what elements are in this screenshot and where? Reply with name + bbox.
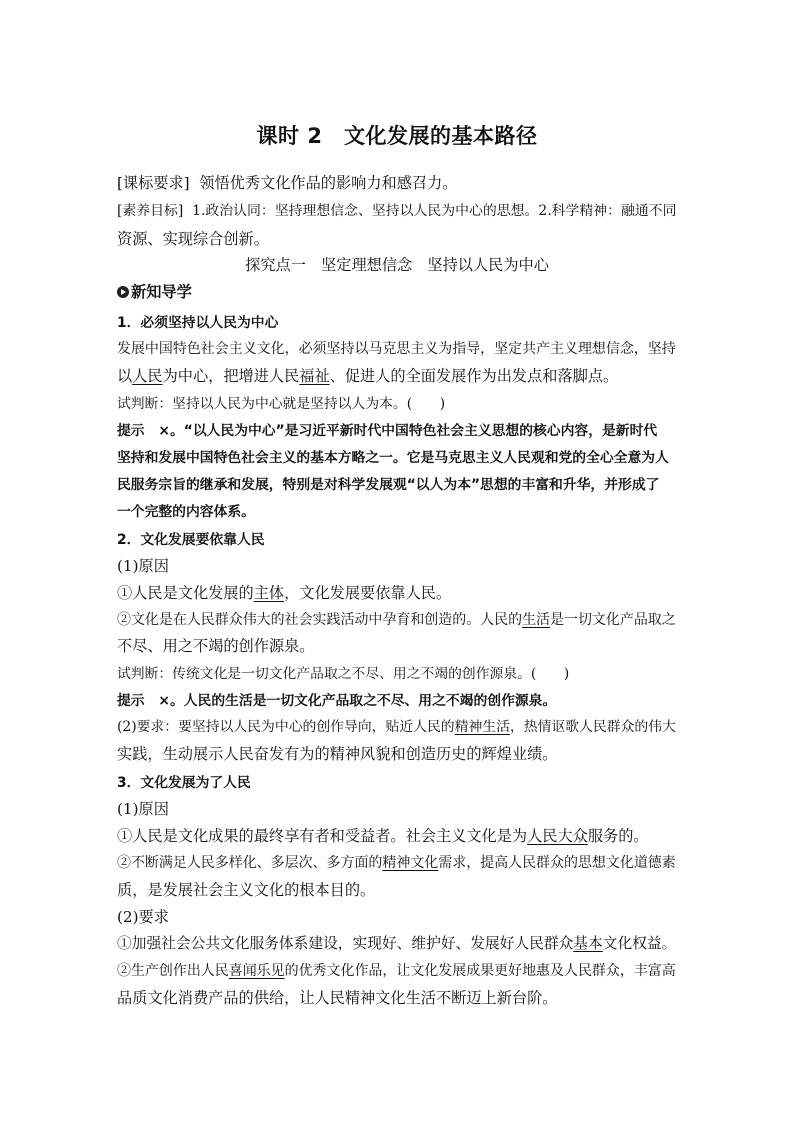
requirement-label: [课标要求] xyxy=(117,174,190,192)
p3-requirement-label: (2)要求 xyxy=(117,908,169,926)
heading-3: 3．文化发展为了人民 xyxy=(117,775,251,791)
blank-answer: 人民 xyxy=(132,367,163,385)
blank-answer: 喜闻乐见 xyxy=(228,963,285,979)
hint-1-line-2: 坚持和发展中国特色社会主义的基本方略之一。它是马克思主义人民观和党的全心全意为人 xyxy=(117,450,669,466)
heading-1: 1．必须坚持以人民为中心 xyxy=(117,315,279,331)
p2-reason-2-cont: 不尽、用之不竭的创作源泉。 xyxy=(117,637,315,655)
p2-requirement: (2)要求：要坚持以人民为中心的创作导向，贴近人民的精神生活，热情讴歌人民群众的伟大 xyxy=(117,719,676,735)
section-label: 新知导学 xyxy=(131,283,192,301)
play-circle-icon xyxy=(117,286,129,298)
lesson-title: 课时 2 文化发展的基本路径 xyxy=(256,124,538,148)
blank-answer: 基本 xyxy=(573,935,603,952)
hint-2: 提示 ×。人民的生活是一切文化产品取之不尽、用之不竭的创作源泉。 xyxy=(117,693,557,709)
blank-answer: 人民大众 xyxy=(527,827,588,845)
p3-requirement-2-cont: 品质文化消费产品的供给，让人民精神文化生活不断迈上新台阶。 xyxy=(117,989,558,1007)
curriculum-requirement xyxy=(117,173,682,193)
p1-line-1: 发展中国特色社会主义文化，必须坚持以马克思主义为指导，坚定共产主义理想信念，坚持 xyxy=(117,341,676,357)
goals-text-2: 资源、实现综合创新。 xyxy=(117,230,269,248)
section-header xyxy=(117,282,682,302)
p3-reason-1: ①人民是文化成果的最终享有者和受益者。社会主义文化是为人民大众服务的。 xyxy=(117,827,649,845)
p2-reason-label: (1)原因 xyxy=(117,557,169,575)
explore-point-title: 探究点一 坚定理想信念 坚持以人民为中心 xyxy=(245,256,549,274)
p2-requirement-cont: 实践，生动展示人民奋发有为的精神风貌和创造历史的辉煌业绩。 xyxy=(117,745,558,763)
goals-text-1: 1.政治认同：坚持理想信念、坚持以人民为中心的思想。2.科学精神：融通不同 xyxy=(192,203,677,219)
p3-reason-2: ②不断满足人民多样化、多层次、多方面的精神文化需求，提高人民群众的思想文化道德素 xyxy=(117,855,676,871)
p3-reason-2-cont: 质，是发展社会主义文化的根本目的。 xyxy=(117,881,376,899)
blank-answer: 精神生活 xyxy=(454,719,510,735)
judge-1: 试判断：坚持以人民为中心就是坚持以人为本。( ) xyxy=(117,396,446,412)
requirement-text: 领悟优秀文化作品的影响力和感召力。 xyxy=(199,174,458,192)
blank-answer: 精神文化 xyxy=(382,855,439,871)
literacy-goals xyxy=(117,201,682,221)
blank-answer: 主体 xyxy=(253,584,285,602)
p2-reason-1: ①人民是文化发展的主体，文化发展要依靠人民。 xyxy=(117,584,452,602)
p1-line-2: 以人民为中心，把增进人民福祉、促进人的全面发展作为出发点和落脚点。 xyxy=(117,367,619,385)
p3-reason-label: (1)原因 xyxy=(117,800,169,818)
heading-2: 2．文化发展要依靠人民 xyxy=(117,532,265,548)
blank-answer: 福祉 xyxy=(299,367,330,385)
hint-1-line-1: 提示 ×。“以人民为中心”是习近平新时代中国特色社会主义思想的核心内容，是新时代 xyxy=(117,423,658,439)
judge-2: 试判断：传统文化是一切文化产品取之不尽、用之不竭的创作源泉。( ) xyxy=(117,666,570,682)
hint-1-line-4: 一个完整的内容体系。 xyxy=(117,504,255,520)
blank-answer: 生活 xyxy=(522,612,551,628)
goals-label: [素养目标] xyxy=(117,203,184,219)
p3-requirement-2: ②生产创作出人民喜闻乐见的优秀文化作品，让文化发展成果更好地惠及人民群众，丰富高 xyxy=(117,963,676,979)
hint-1-line-3: 民服务宗旨的继承和发展，特别是对科学发展观“以人为本”思想的丰富和升华，并形成了 xyxy=(117,477,660,493)
p2-reason-2: ②文化是在人民群众伟大的社会实践活动中孕育和创造的。人民的生活是一切文化产品取之 xyxy=(117,612,676,628)
p3-requirement-1: ①加强社会公共文化服务体系建设，实现好、维护好、发展好人民群众基本文化权益。 xyxy=(117,935,677,952)
